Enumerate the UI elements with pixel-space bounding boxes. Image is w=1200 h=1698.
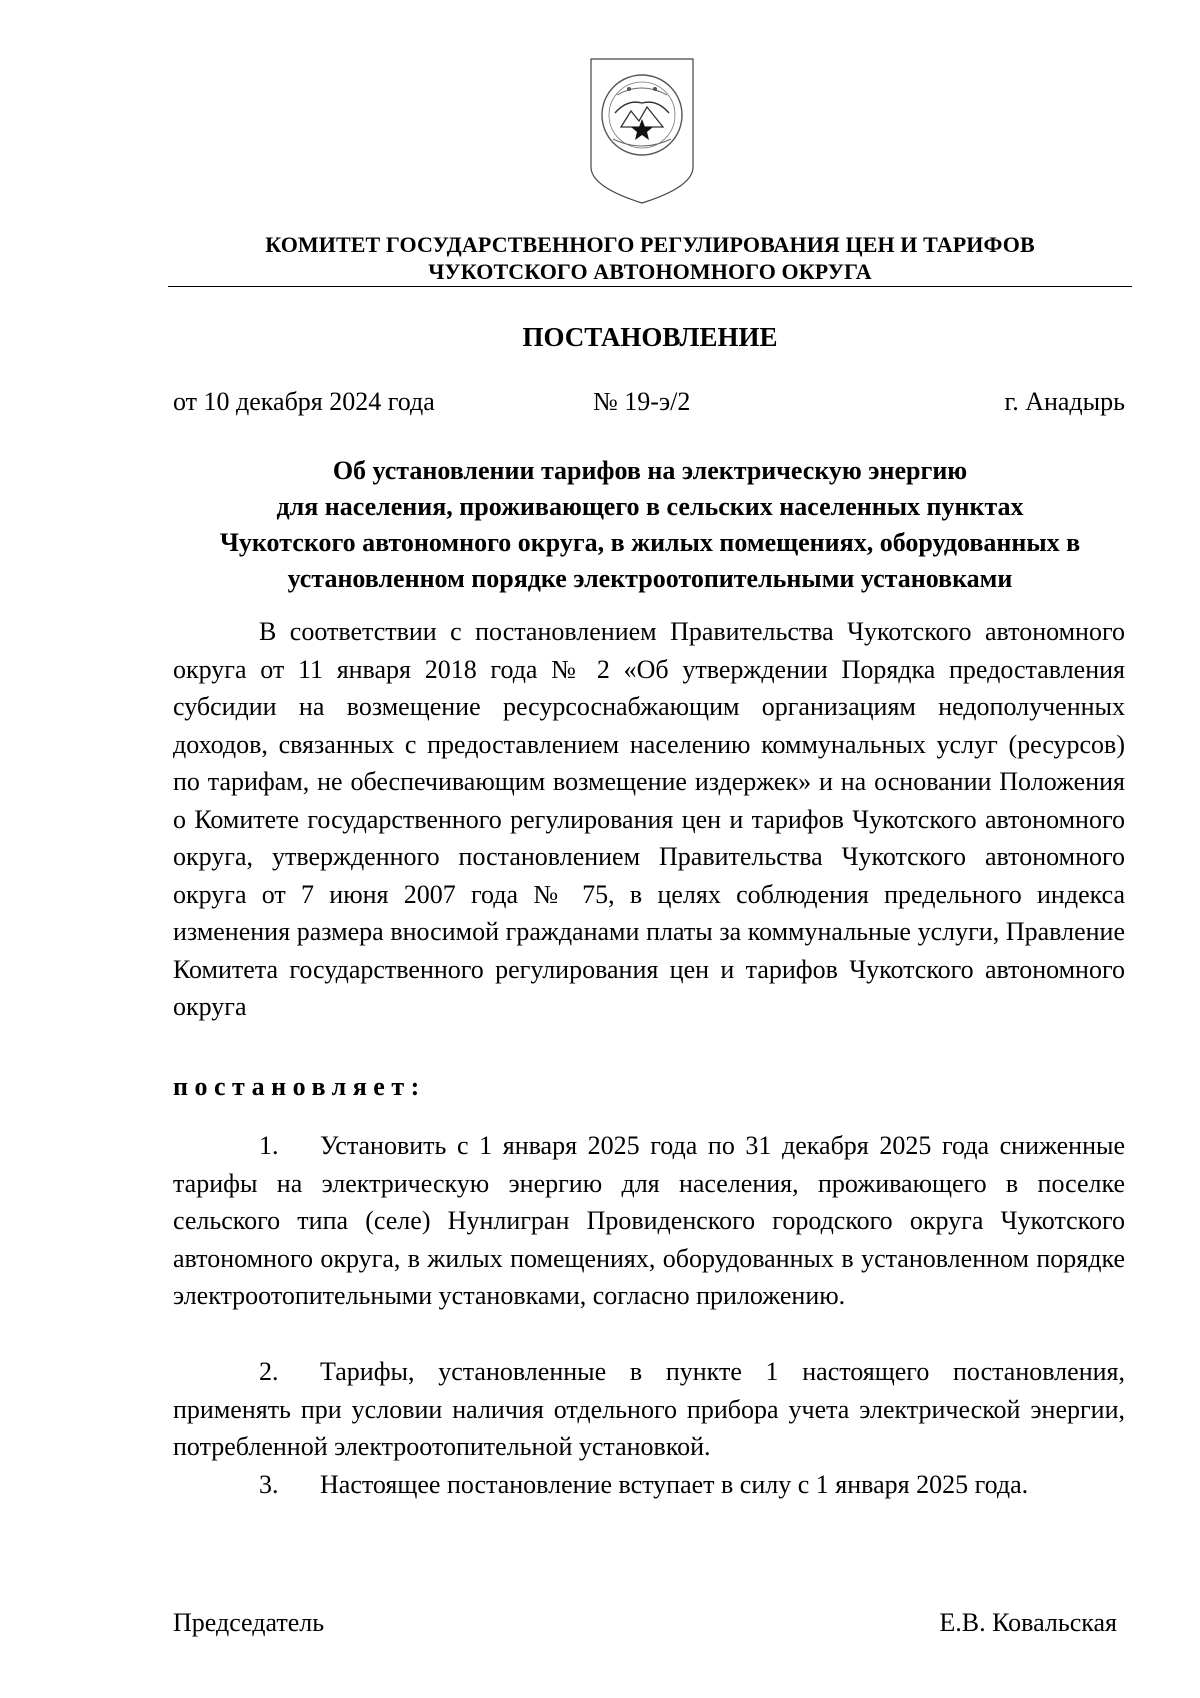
document-meta (173, 385, 1125, 419)
committee-line-1: КОМИТЕТ ГОСУДАРСТВЕННОГО РЕГУЛИРОВАНИЯ ЦЕН И ТАРИФОВ (265, 232, 1035, 257)
resolution-item (173, 1127, 1125, 1315)
subject-line-3: Чукотского автономного округа, в жилых помещениях, оборудованных в (219, 528, 1081, 557)
coat-of-arms-icon (587, 55, 697, 205)
item-number: 3. (259, 1470, 279, 1499)
item-number: 2. (259, 1357, 279, 1386)
subject-line-4: установленном порядке электроотопительными установками (287, 564, 1013, 593)
subject-line-1: Об установлении тарифов на электрическую энергию (332, 456, 968, 485)
signer-name: Е.В. Ковальская (939, 1608, 1117, 1637)
signature-block (173, 1606, 1125, 1640)
item-number: 1. (259, 1131, 279, 1160)
document-type: ПОСТАНОВЛЕНИЕ (522, 322, 778, 352)
document-city: г. Анадырь (1004, 387, 1125, 416)
document-date: от 10 декабря 2024 года (173, 387, 435, 416)
committee-line-2: ЧУКОТСКОГО АВТОНОМНОГО ОКРУГА (428, 259, 872, 284)
item-text: Настоящее постановление вступает в силу с 1 января 2025 года. (320, 1470, 1029, 1499)
committee-name (168, 231, 1132, 285)
document-number: № 19-э/2 (593, 387, 691, 416)
item-text: Установить с 1 января 2025 года по 31 декабря 2025 года сниженные тарифы на электрическую энергию для населения, проживающего в поселке сельского типа (селе) Нунлигран Провиденского городского округа Чукотского автономного округа, в жилых помещениях, оборудованных в установленном порядке электроотопительными установками, согласно приложению. (173, 1131, 1125, 1310)
resolves-heading: постановляет: (173, 1072, 426, 1101)
document-subject (168, 453, 1132, 597)
resolution-item (173, 1466, 1125, 1504)
resolution-item (173, 1353, 1125, 1466)
header-divider (168, 286, 1132, 287)
subject-line-2: для населения, проживающего в сельских населенных пунктах (276, 492, 1024, 521)
signer-position: Председатель (173, 1608, 325, 1637)
item-text: Тарифы, установленные в пункте 1 настоящего постановления, применять при условии наличия отдельного прибора учета электрической энергии, потребленной электроотопительной установкой. (173, 1357, 1125, 1461)
preamble-paragraph: В соответствии с постановлением Правительства Чукотского автономного округа от 11 января 2018 года № 2 «Об утверждении Порядка предоставления субсидии на возмещение ресурсоснабжающим организациям недополученных доходов, связанных с предоставлением населению коммунальных услуг (ресурсов) по тарифам, не обеспечивающим возмещение издержек» и на основании Положения о Комитете государственного регулирования цен и тарифов Чукотского автономного округа, утвержденного постановлением Правительства Чукотского автономного округа от 7 июня 2007 года № 75, в целях соблюдения предельного индекса изменения размера вносимой гражданами платы за коммунальные услуги, Правление Комитета государственного регулирования цен и тарифов Чукотского автономного округа (173, 617, 1125, 1021)
